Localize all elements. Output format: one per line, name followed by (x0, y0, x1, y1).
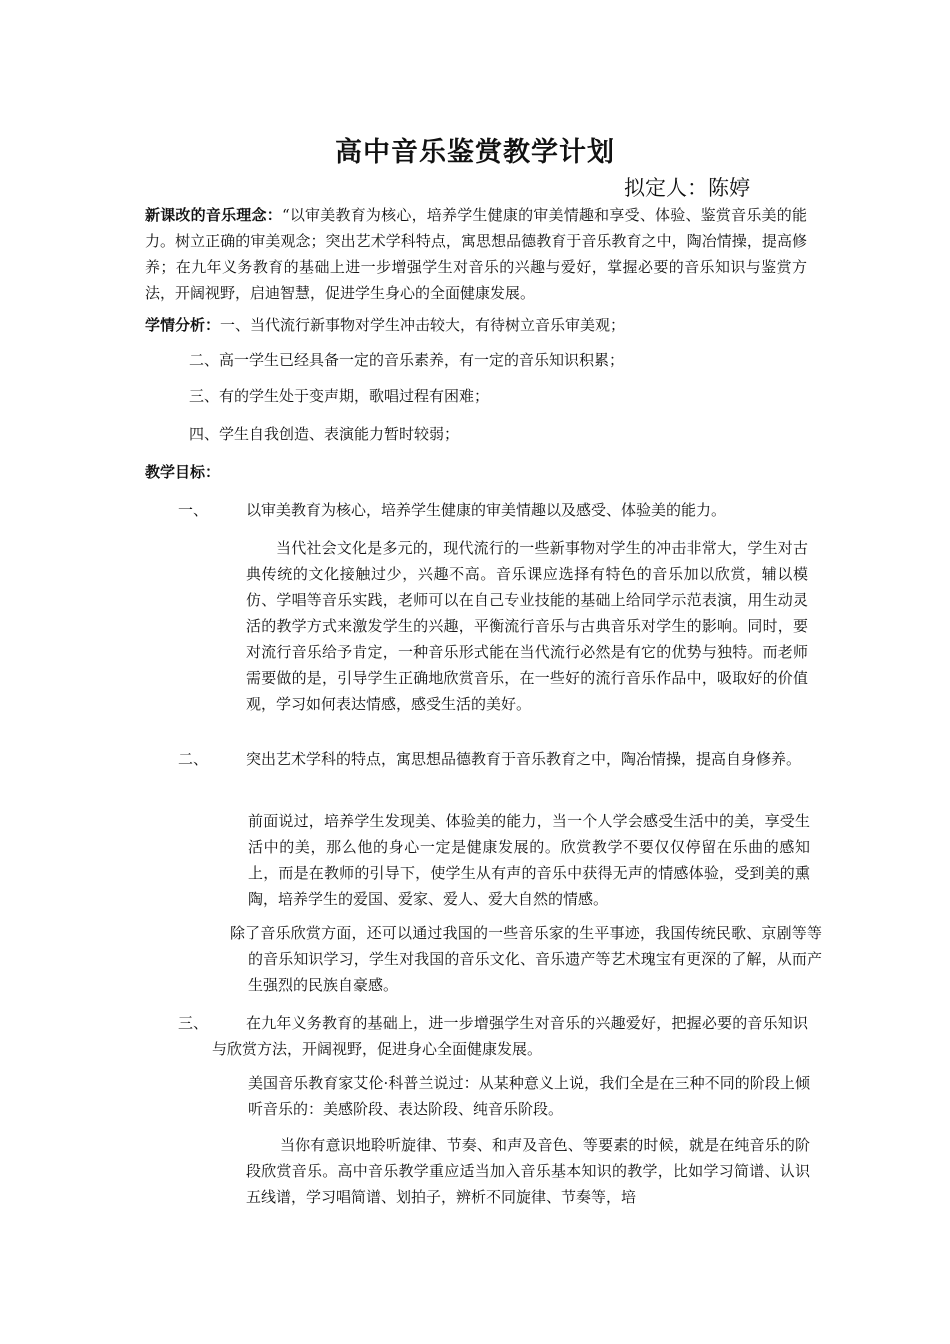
analysis-item-3: 三、有的学生处于变声期，歌唱过程有困难； (189, 387, 490, 405)
goal-1-number: 一、 (178, 501, 209, 519)
analysis-paragraph (145, 312, 845, 338)
goal-1-heading: 以审美教育为核心，培养学生健康的审美情趣以及感受、体验美的能力。 (246, 501, 727, 519)
analysis-label: 学情分析： (145, 316, 221, 334)
goal-3-paragraph-2: 当你有意识地聆听旋律、节奏、和声及音色、等要素的时候，就是在纯音乐的阶段欣赏音乐。高中音乐教学重应适当加入音乐基本知识的教学，比如学习简谱、认识五线谱，学习唱简谱、划拍子，辨析不同旋律、节奏等，培 (246, 1136, 810, 1206)
goal-3-paragraph-1: 美国音乐教育家艾伦·科普兰说过：从某种意义上说，我们全是在三种不同的阶段上倾听音乐的：美感阶段、表达阶段、纯音乐阶段。 (248, 1074, 810, 1118)
author-line: 拟定人：陈婷 (624, 176, 750, 200)
goal-3-heading: 在九年义务教育的基础上，进一步增强学生对音乐的兴趣爱好，把握必要的音乐知识与欣赏方法，开阔视野，促进身心全面健康发展。 (212, 1014, 808, 1058)
analysis-item-4: 四、学生自我创造、表演能力暂时较弱； (189, 425, 460, 443)
goals-label: 教学目标： (145, 463, 221, 481)
goal-3-number: 三、 (178, 1014, 209, 1032)
goal-2-paragraph-2: 除了音乐欣赏方面，还可以通过我国的一些音乐家的生平事迹，我国传统民歌、京剧等等的音乐知识学习，学生对我国的音乐文化、音乐遗产等艺术瑰宝有更深的了解，从而产生强烈的民族自豪感。 (230, 924, 822, 994)
goal-1-paragraph: 当代社会文化是多元的，现代流行的一些新事物对学生的冲击非常大，学生对古典传统的文化接触过少，兴趣不高。音乐课应选择有特色的音乐加以欣赏，辅以模仿、学唱等音乐实践，老师可以在自己专业技能的基础上给同学示范表演，用生动灵活的教学方式来激发学生的兴趣，平衡流行音乐与古典音乐对学生的影响。同时，要对流行音乐给予肯定，一种音乐形式能在当代流行必然是有它的优势与独特。而老师需要做的是，引导学生正确地欣赏音乐，在一些好的流行音乐作品中，吸取好的价值观，学习如何表达情感，感受生活的美好。 (246, 539, 808, 713)
goal-2-number: 二、 (178, 750, 209, 768)
goal-2-heading: 突出艺术学科的特点，寓思想品德教育于音乐教育之中，陶冶情操，提高自身修养。 (246, 750, 802, 768)
goal-2-paragraph-1: 前面说过，培养学生发现美、体验美的能力，当一个人学会感受生活中的美，享受生活中的美，那么他的身心一定是健康发展的。欣赏教学不要仅仅停留在乐曲的感知上，而是在教师的引导下，使学生从有声的音乐中获得无声的情感体验，受到美的熏陶，培养学生的爱国、爱家、爱人、爱大自然的情感。 (248, 812, 810, 908)
philosophy-paragraph (145, 202, 807, 306)
analysis-item-2: 二、高一学生已经具备一定的音乐素养，有一定的音乐知识积累； (189, 351, 625, 369)
philosophy-text: “以审美教育为核心，培养学生健康的审美情趣和享受、体验、鉴赏音乐美的能力。树立正确的审美观念；突出艺术学科特点，寓思想品德教育于音乐教育之中，陶冶情操，提高修养；在九年义务教育的基础上进一步增强学生对音乐的兴趣与爱好，掌握必要的音乐知识与鉴赏方法，开阔视野，启迪智慧，促进学生身心的全面健康发展。 (145, 206, 807, 302)
philosophy-label: 新课改的音乐理念： (145, 206, 282, 224)
document-title: 高中音乐鉴赏教学计划 (335, 137, 615, 168)
analysis-item-1: 一、当代流行新事物对学生冲击较大，有待树立音乐审美观； (220, 316, 626, 334)
